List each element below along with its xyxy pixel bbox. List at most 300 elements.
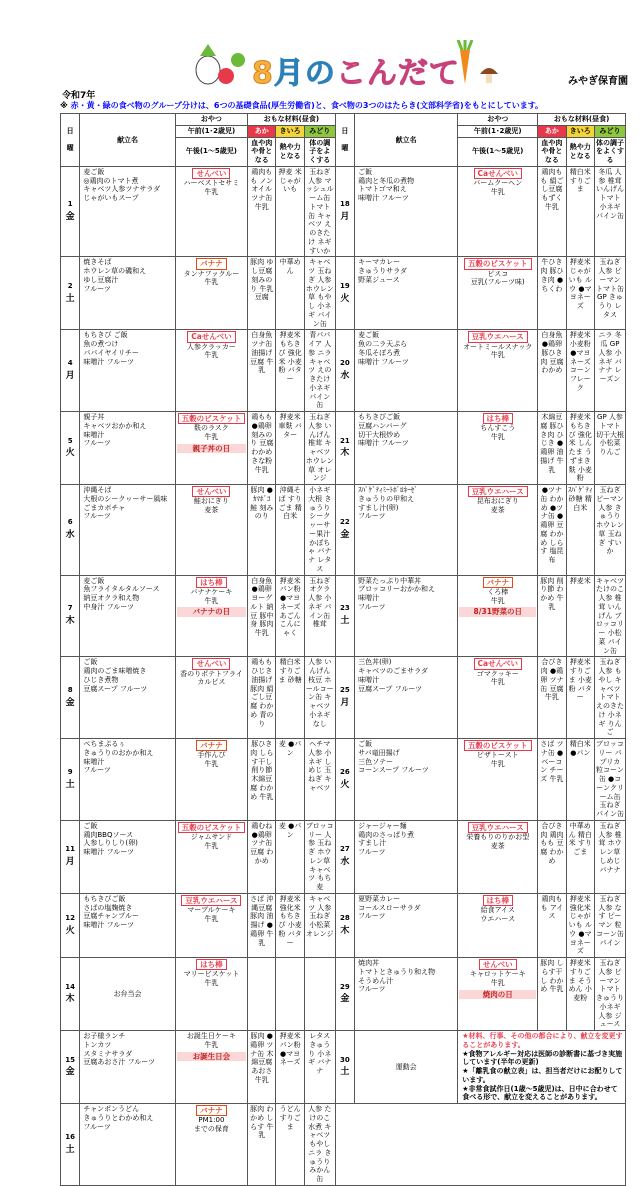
menu-line: 冬瓜そぼろ煮 (358, 348, 401, 357)
red-ingredients: 豚肉 ●ｶﾏﾎﾞｺ 鮭 刻みのり (248, 485, 276, 576)
snack-cell (175, 1031, 247, 1104)
menu-cell (355, 166, 458, 257)
weekday: 土 (340, 616, 350, 627)
day-number: 5 (67, 436, 73, 445)
green-ingredients: 玉ねぎ 人参 もやし キャベツ トマト えのきたけ 小ネギ りんご (594, 657, 625, 739)
menu-line: 麦ご飯 (358, 331, 380, 340)
menu-line: もちきび ご飯 (83, 331, 128, 340)
day-number: 4 (67, 359, 73, 368)
day-cell (61, 485, 80, 576)
menu-cell (355, 257, 458, 330)
snack-cell (175, 575, 247, 657)
green-ingredients: ヘチマ 人参 小ネギ しめじ 玉ねぎ キャベツ (304, 739, 335, 821)
green-ingredients: 玉ねぎ 人参 ピーマン トマト缶 GP きゅうり レタス (594, 257, 625, 330)
mushroom-icon (478, 62, 500, 84)
green-ingredients: キャベツ 玉ねぎ 人参 ホウレン草 もやし 小ネギ パイン缶 (304, 257, 335, 330)
menu-cell (80, 657, 175, 739)
snack-line: 牛乳 (490, 760, 505, 769)
day-cell (335, 166, 354, 257)
snack-line: 牛乳 (204, 841, 219, 850)
menu-line: 鶏肉と冬瓜の煮物 (358, 176, 415, 185)
menu-line: 野菜たっぷり中華丼 (358, 576, 422, 585)
weekday: 木 (340, 448, 350, 459)
day-header: 日 曜 (335, 114, 354, 167)
menu-line: ジャージャー麺 (358, 821, 407, 830)
day-cell (335, 485, 354, 576)
menu-line: フルーツ (83, 439, 111, 448)
menu-line: コールスローサラダ (358, 903, 421, 912)
menu-line: ブロッコリーおかか和え (358, 585, 435, 594)
snack-am-header: 午前(1･2歳児) (458, 125, 538, 137)
snack-line: 牛乳 (490, 187, 505, 196)
red-ingredients: 豚肉 ●鶏卵 ツナ缶 木綿豆腐 あおさ 牛乳 (248, 1031, 276, 1104)
menu-line: フルーツ (358, 512, 386, 521)
green-ingredients: 玉ねぎ 人参 マッシュルーム缶 トマト缶 キャベツ えのきたけ ネギ すいか (304, 166, 335, 257)
snack-line: タンナファクルー (183, 269, 240, 278)
green-ingredients: 冬瓜 人参 椎茸 いんげん トマト 小ネギ パイン缶 (594, 166, 625, 257)
day-number: 20 (340, 359, 350, 368)
menu-line: 納豆オクラ和え物 (83, 594, 140, 602)
snack-am-tag: 五穀のビスケット (464, 258, 532, 269)
day-row (61, 820, 626, 893)
green-ingredients: レタス きゅうり 小ネギ バナナ (304, 1031, 335, 1104)
menu-line: ゆし豆腐汁 (83, 275, 119, 284)
snack-cell (458, 257, 538, 330)
menu-line: 鶏肉のごま味噌焼き (83, 667, 147, 675)
organization-name: みやぎ保育園 (568, 76, 628, 87)
snack-cell (175, 739, 247, 821)
day-number: 14 (65, 982, 76, 991)
snack-line: 麦茶 (204, 506, 219, 515)
green-ingredients: キャベツ 人参 玉ねぎ 小松菜 オレンジ (304, 893, 335, 957)
yellow-ingredients: 押麦米 強化米 もちきび 小麦粉 バター (276, 893, 304, 957)
snack-cell (175, 257, 247, 330)
red-ingredients: 牛ひき肉 豚ひき肉 ●ちくわ (538, 257, 566, 330)
menu-cell (355, 330, 458, 412)
menu-cell (80, 739, 175, 821)
day-row (61, 739, 626, 821)
snack-line: くろ棒 (487, 587, 509, 596)
red-ingredients: 豚肉 わかめ しらす 牛乳 (248, 1104, 276, 1186)
green-ingredients: 玉ねぎ 人参 椎茸 ホウレン草 しめじ バナナ (594, 820, 625, 893)
menu-line: ごまカボチャ (83, 503, 126, 512)
red-desc: 血や肉や骨となる (538, 137, 566, 166)
snack-am-tag: せんべい (192, 486, 230, 497)
snack-cell (458, 485, 538, 576)
day-cell (335, 657, 354, 739)
menu-cell (355, 893, 458, 957)
menu-line: すまし汁(卵) (358, 503, 399, 512)
weekday: 木 (340, 925, 350, 936)
day-number: 18 (340, 200, 350, 208)
menu-line: きゅうりのおかか和え (83, 748, 154, 757)
menu-cell (355, 958, 458, 1031)
day-number: 27 (340, 845, 350, 854)
event-cell (355, 1031, 458, 1104)
green-ingredients: ブロッコリー パプリカ 粒コーン缶 ●コーンクリーム缶 玉ねぎ パイン缶 (594, 739, 625, 821)
weekday: 木 (65, 616, 75, 627)
red-ingredients: ●ツナ缶 わかめ ●ツナ缶 ●鶏卵 豆腐 わかめ しらす 塩昆布 (538, 485, 566, 576)
menu-cell (355, 820, 458, 893)
day-cell (61, 657, 80, 739)
weekday: 金 (65, 211, 75, 222)
snack-line: 牛乳 (204, 433, 219, 442)
menu-line: ご飯 (83, 658, 98, 667)
menu-line: パパイヤイリチー (83, 348, 139, 357)
menu-line: 味噌汁 フルーツ (83, 921, 135, 929)
red-ingredients: 白身魚 ●鶏卵 ヨーグルト 納豆 豚中身 豚肉 牛乳 (248, 575, 276, 657)
menu-line: じゃがいもスープ (83, 194, 139, 202)
day-cell (335, 739, 354, 821)
snack-pm-header: 午後(1〜5歳児) (458, 137, 538, 166)
menu-cell (80, 820, 175, 893)
snack-line: 牛乳 (204, 914, 219, 923)
yellow-desc: 熱や力となる (276, 137, 304, 166)
yellow-ingredients: 押麦 米 じゃがいも (276, 166, 304, 257)
red-ingredients: 木綿豆腐 豚ひき肉 ひじき ●鶏卵 油揚げ 牛乳 (538, 412, 566, 485)
green-ingredients: 玉ねぎ ピーマン 人参 きゅうり ホウレン草 玉ねぎ すいか (594, 485, 625, 576)
menu-line: 味噌汁 (83, 757, 105, 766)
snack-cell (458, 739, 538, 821)
snack-cell (458, 166, 538, 257)
snack-am-tag: はち棒 (483, 413, 514, 424)
menu-line: 味噌汁 フルーツ (358, 439, 409, 448)
menu-cell (80, 1031, 175, 1104)
snack-line: 豆乳(フルーツ味) (470, 278, 525, 287)
header (0, 0, 640, 110)
yellow-ingredients: 押麦米 パン粉 ●マヨネーズ (276, 1031, 304, 1104)
menu-line: お子様ランチ (83, 1032, 126, 1040)
menu-line: 味噌汁 (358, 675, 380, 684)
menu-line: 味噌汁 (83, 430, 105, 439)
menu-line: 人参しりしり(卵) (83, 839, 138, 848)
day-row (61, 1104, 626, 1186)
menu-line: 三色丼(卵) (358, 658, 392, 667)
day-cell (61, 412, 80, 485)
day-cell (335, 958, 354, 1031)
menu-line: ひじき煮物 (83, 675, 119, 684)
green-ingredients: 小ネギ 大根 きゅうり シークヮーサー果汁 かぼちゃ バナナ レタス (304, 485, 335, 576)
header-note: ※ 赤・黄・緑の食べ物のグループ分けは、6つの基礎食品(厚生労働省)と、食べ物の3つのはたらき(文部科学省)をもとにしています。 (60, 101, 544, 110)
snack-line: 牛乳 (490, 979, 505, 988)
snack-am-tag: 豆乳ウエハース (468, 486, 528, 497)
yellow-ingredients: 押麦米 パン粉 ●マヨネーズ あごんこんにゃく (276, 575, 304, 657)
menu-cell (80, 330, 175, 412)
yellow-ingredients: 麦 ●パン (276, 820, 304, 893)
menu-line: きゅうりとわかめ和え (83, 1113, 154, 1122)
green-ingredients: GP 人参 トマト 切干大根 小松菜 りんご (594, 412, 625, 485)
event-badge: 焼肉の日 (459, 990, 536, 999)
menu-line: ご飯 (358, 740, 373, 748)
snack-am-tag: バナナ (483, 577, 514, 588)
day-cell (61, 257, 80, 330)
snack-pm-header: 午後(1〜5歳児) (175, 137, 247, 166)
red-ingredients: 白身魚 ツナ缶 油揚げ 豆腐 牛乳 (248, 330, 276, 412)
menu-line: フルーツ (358, 912, 386, 921)
day-number: 11 (65, 845, 76, 854)
snack-am-tag: 五穀のビスケット (178, 822, 246, 833)
menu-line: 味噌汁 フルーツ (358, 357, 409, 366)
snack-line: ちんすこう (480, 424, 516, 433)
event-badge: 親子丼の日 (177, 444, 246, 453)
menu-line: フルーツ (83, 284, 111, 293)
menu-name-header: 献立名 (80, 114, 175, 167)
menu-line: きゅうりの甲和え (358, 494, 415, 503)
menu-line: 味噌汁 フルーツ (83, 848, 135, 856)
weekday: 月 (340, 697, 350, 708)
snack-am-tag: はち棒 (196, 959, 227, 970)
weekday: 金 (340, 994, 350, 1005)
menu-cell (80, 893, 175, 957)
day-row (61, 657, 626, 739)
red-ingredients: 鶏肉もも アイス (538, 893, 566, 957)
snack-line: カルピス (197, 678, 226, 687)
menu-line: 切干大根炒め (358, 430, 401, 439)
snack-line: 牛乳 (490, 351, 505, 360)
menu-line: 鶏肉BBQソース (83, 830, 134, 839)
menu-line: フルーツ (358, 848, 386, 856)
day-row (61, 166, 626, 257)
menu-line: ぺちまぷるぅ (83, 740, 126, 748)
snack-line: ハーベストセサミ (183, 179, 240, 188)
day-cell (61, 958, 80, 1031)
snack-cell (458, 412, 538, 485)
green-ingredients: ブロッコリー 人参 玉ねぎ ホウレン草 キャベツ もち麦 (304, 820, 335, 893)
day-row (61, 958, 626, 1031)
snack-line: 牛乳 (204, 351, 219, 360)
day-number: 12 (65, 913, 76, 922)
weekday: 水 (65, 530, 75, 540)
green-ingredients: キャベツ たけのこ 人参 椎茸 いんげん ブロッコリー 小松菜 パイン缶 (594, 575, 625, 657)
snack-line: 牛乳 (490, 678, 505, 687)
menu-cell (80, 485, 175, 576)
note-line: ★食物アレルギー対応は医師の診断書に基づき実施しています(半年の更新) (462, 1049, 623, 1067)
weekday: 金 (65, 1067, 75, 1078)
weekday: 金 (340, 530, 350, 540)
menu-cell (80, 1104, 175, 1186)
snack-am-tag: バナナ (196, 258, 227, 269)
yellow-ingredients (276, 958, 304, 1031)
green-desc: 体の調子をよくする (594, 137, 625, 166)
day-number: 29 (340, 982, 350, 991)
snack-am-tag: はち棒 (483, 895, 514, 906)
day-cell (61, 166, 80, 257)
day-number: 15 (65, 1055, 76, 1064)
snack-line: 手作んぴ (197, 751, 226, 760)
weekday: 土 (65, 293, 75, 304)
red-ingredients: 豚肉 ゆし豆腐 刻みのり 牛乳 豆腐 (248, 257, 276, 330)
green-ingredients: 青パパイア 人参 ニラ キャベツ えのきたけ 小ネギ パイン缶 (304, 330, 335, 412)
weekday: 金 (65, 697, 75, 708)
snack-cell (175, 893, 247, 957)
menu-cell (80, 257, 175, 330)
menu-line: スタミナサラダ (83, 1049, 133, 1058)
snack-line: 牛乳 (204, 979, 219, 988)
green-group-header: みどり (304, 125, 335, 137)
menu-line: すまし汁 (358, 839, 387, 848)
red-ingredients: 鶏肉もも ノンオイルツナ缶 牛乳 (248, 166, 276, 257)
menu-line: 魚フライタルタルソース (83, 585, 160, 594)
day-row (61, 412, 626, 485)
green-ingredients: 玉ねぎ 人参 いんげん 椎茸 キャベツ ホウレン草 オレンジ (304, 412, 335, 485)
snack-cell (175, 412, 247, 485)
snack-cell (458, 575, 538, 657)
menu-line: フルーツ (83, 1122, 111, 1131)
snack-line: 麩のラスク (194, 424, 229, 433)
day-row (61, 330, 626, 412)
green-ingredients (304, 958, 335, 1031)
snack-am-tag: せんべい (479, 959, 517, 970)
note-line: ★材料、行事、その他の都合により、献立を変更することがあります。 (462, 1032, 623, 1049)
menu-line: フルーツ (83, 766, 111, 775)
snack-line: 栄養もりのりかお型 (466, 833, 530, 842)
menu-line: ◎鶏肉のトマト煮 (83, 176, 139, 185)
red-ingredients: 合びき肉 鶏肉もも 豆腐 わかめ (538, 820, 566, 893)
menu-cell (80, 958, 175, 1031)
header-row-1 (61, 114, 626, 126)
day-cell (335, 575, 354, 657)
day-number: 6 (67, 518, 73, 527)
menu-cell (355, 412, 458, 485)
weekday: 土 (65, 1144, 75, 1155)
menu-line: 魚の煮つけ (83, 340, 119, 348)
yellow-ingredients: 精白米 ●パン (566, 739, 594, 821)
page-title: 8月のこんだて (252, 56, 460, 91)
snack-line: 人参クラッカー (186, 342, 236, 351)
event-badge: 8/31野菜の日 (459, 607, 536, 616)
weekday: 木 (65, 994, 75, 1005)
menu-line: トマトゴマ和え (358, 185, 407, 194)
weekday: 月 (340, 211, 350, 222)
day-number: 21 (340, 436, 350, 445)
day-cell (61, 739, 80, 821)
day-number: 2 (67, 281, 73, 290)
day-cell (335, 820, 354, 893)
snack-line: マリービスケット (183, 970, 240, 979)
menu-line: 豆腐チャンプルー (83, 912, 139, 921)
menu-table (60, 113, 626, 1186)
menu-line: 鶏肉のさっぱり煮 (358, 830, 415, 839)
notes-continuation (335, 1104, 625, 1186)
menu-line: ｽﾊﾟｹﾞﾃｨﾐｰﾄﾎﾞﾛﾈｰｾﾞ (358, 486, 418, 494)
snack-cell (175, 657, 247, 739)
snack-line: ウエハース (480, 914, 516, 923)
vegetables-illustration-icon (188, 40, 248, 88)
snack-am-tag: 豆乳ウエハース (181, 895, 241, 906)
red-ingredients: 豚肉 しらす干し わかめ 牛乳 (538, 958, 566, 1031)
yellow-ingredients: 押麦米 もちきび 強化米 しんたま うずまき麩 小麦粉 (566, 412, 594, 485)
menu-line: 三色ソテー (358, 757, 394, 766)
snack-line: お誕生日ケーキ (186, 1032, 236, 1040)
snack-am-tag: 豆乳ウエハース (468, 822, 528, 833)
day-cell (335, 330, 354, 412)
snack-line: マーブルケーキ (187, 906, 236, 915)
menu-line: キャベツ人参ツナサラダ (83, 185, 161, 194)
snack-am-tag: 五穀のビスケット (464, 740, 532, 751)
snack-line: 鮭おにぎり (193, 497, 229, 506)
era-year: 令和7年 (62, 91, 96, 101)
menu-cell (355, 575, 458, 657)
menu-cell (80, 166, 175, 257)
menu-line: キーマカレー (358, 258, 401, 267)
snack-cell (458, 657, 538, 739)
weekday: 土 (340, 1067, 350, 1078)
red-ingredients: 豚ひき肉 しらす干し 削り節 木綿豆腐 わかめ 牛乳 (248, 739, 276, 821)
menu-line: 豆腐ハンバーグ (358, 421, 407, 430)
day-cell (61, 893, 80, 957)
red-ingredients: さば 沖縄豆腐 豚肉 油揚げ ●鶏卵 牛乳 (248, 893, 276, 957)
day-cell (61, 820, 80, 893)
red-ingredients: 白身魚 ●鶏卵 豚ひき肉 豆腐 わかめ (538, 330, 566, 412)
menu-line: キャベツのごまサラダ (358, 667, 429, 675)
weekday: 火 (340, 779, 350, 790)
yellow-ingredients: 押麦米 強化米 じゃがいも ルウ ●マヨネーズ (566, 893, 594, 957)
day-number: 16 (65, 1132, 76, 1141)
red-ingredients: 豚肉 削り節 わかめ 牛乳 (538, 575, 566, 657)
yellow-ingredients: 精白米 すりごま (566, 166, 594, 257)
snack-am-tag: バナナ (196, 740, 227, 751)
event-badge: お誕生日会 (177, 1052, 246, 1061)
day-cell (61, 575, 80, 657)
menu-line: 中身汁 フルーツ (83, 602, 135, 611)
menu-line: 運動会 (395, 1062, 417, 1071)
day-number: 1 (67, 200, 73, 208)
green-ingredients: 玉ねぎ オクラ 人参 小ネギ パイン缶 椎茸 (304, 575, 335, 657)
snack-cell (175, 1104, 247, 1186)
menu-line: トンカツ (83, 1040, 112, 1049)
menu-cell (80, 575, 175, 657)
snack-am-tag: Caせんべい (187, 331, 235, 342)
ingredients-header: おもな材料(昼食) (248, 114, 336, 126)
day-cell (61, 1031, 80, 1104)
menu-line: きゅうりサラダ (358, 267, 408, 275)
menu-line: そうめん汁 (358, 976, 394, 985)
day-cell (335, 257, 354, 330)
yellow-ingredients: 押麦米 小麦粉 ●マヨネーズ コーンフレーク (566, 330, 594, 412)
day-cell (61, 1104, 80, 1186)
menu-line: 魚の二ラ天ぷら (358, 340, 408, 348)
snack-line: バナナケーキ (190, 587, 233, 596)
weekday: 火 (340, 293, 350, 304)
snack-header: おやつ (175, 114, 247, 126)
yellow-ingredients: ｽﾊﾟｹﾞﾃｨ 砂糖 精白米 (566, 485, 594, 576)
yellow-ingredients: うどん すりごま (276, 1104, 304, 1186)
day-row (61, 485, 626, 576)
snack-cell (175, 166, 247, 257)
weekday: 火 (65, 925, 75, 936)
weekday: 月 (65, 370, 75, 381)
snack-line: 昆布おにぎり (476, 497, 519, 506)
menu-line: 親子丼 (83, 413, 105, 421)
snack-am-tag: はち棒 (196, 577, 227, 588)
menu-line: 夏野菜カレー (358, 894, 401, 903)
menu-line: 野菜ジュース (358, 275, 400, 284)
yellow-ingredients: 押麦米 もちきび 強化米 小麦粉 バター (276, 330, 304, 412)
menu-line: 豆腐スープ フルーツ (83, 684, 148, 693)
day-number: 25 (340, 686, 350, 695)
event-badge: バナナの日 (177, 607, 246, 616)
weekday: 月 (65, 857, 75, 867)
note-line: ★非常食試作日(1歳〜5歳児)は、日中に合わせて食べる形で、献立を変えることがあります。 (462, 1084, 618, 1102)
snack-line: ピザトースト (476, 751, 519, 760)
ingredients-header: おもな材料(昼食) (538, 114, 626, 126)
snack-am-tag: バナナ (196, 1105, 227, 1116)
menu-line: 麦ご飯 (83, 167, 105, 176)
day-row (61, 1031, 626, 1104)
red-ingredients: 鶏もも ●鶏卵 刻みのり 豆腐 わかめ きな粉 牛乳 (248, 412, 276, 485)
day-number: 26 (340, 767, 350, 776)
green-group-header: みどり (594, 125, 625, 137)
